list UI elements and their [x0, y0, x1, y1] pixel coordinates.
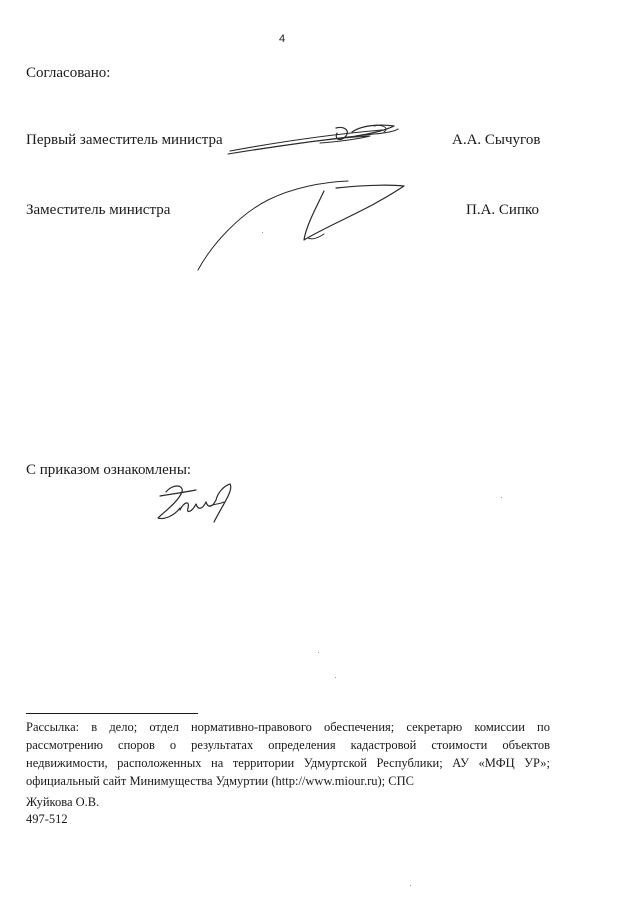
executor-name: Жуйкова О.В.: [26, 795, 100, 809]
distribution-line: официальный сайт Минимущества Удмуртии (http://www.miour.ru); СПС: [26, 774, 414, 788]
agreed-label: Согласовано:: [26, 65, 111, 81]
distribution-line: Рассылка: в дело; отдел нормативно-правового обеспечения; секретарю комиссии по: [26, 720, 550, 734]
signature-acquaintance: [150, 478, 240, 534]
signature-sipko: [192, 178, 412, 274]
executor-phone: 497-512: [26, 812, 68, 826]
scan-speck: [318, 652, 319, 653]
page-number: 4: [279, 33, 286, 45]
scan-speck: [262, 232, 263, 233]
distribution-list: [26, 718, 550, 790]
scan-speck: [410, 885, 411, 886]
distribution-line: рассмотрению споров о результатах определения кадастровой стоимости объектов: [26, 738, 550, 752]
scan-speck: [501, 497, 502, 498]
signatory-role-first-deputy: Первый заместитель министра: [26, 132, 223, 148]
distribution-line: недвижимости, расположенных на территории Удмуртской Республики; АУ «МФЦ УР»;: [26, 756, 550, 770]
footnote-rule: [26, 713, 198, 714]
signatory-name-deputy: П.А. Сипко: [466, 202, 540, 218]
acquainted-label: С приказом ознакомлены:: [26, 462, 192, 478]
signatory-role-deputy: Заместитель министра: [26, 202, 171, 218]
executor-block: [26, 794, 99, 828]
signatory-name-first-deputy: А.А. Сычугов: [452, 132, 541, 148]
signature-sychugov: [224, 120, 404, 160]
scan-speck: [335, 677, 336, 678]
